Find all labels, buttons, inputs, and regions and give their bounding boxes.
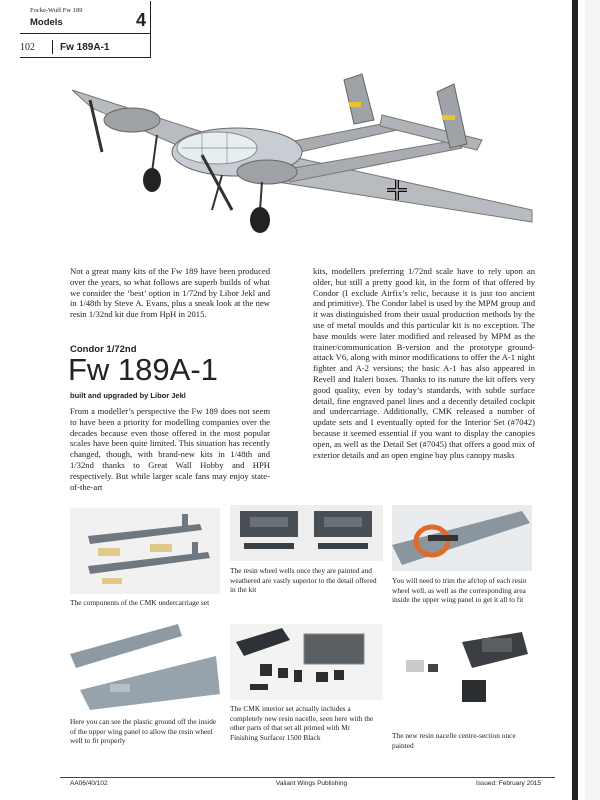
page-edge-light xyxy=(585,0,600,800)
caption-resin-wheel-wells: The resin wheel wells once they are painted and weathered are vastly superior to the detail offered in the kit xyxy=(230,566,377,595)
header-bottom-rule xyxy=(20,57,151,58)
footer-issue-date: Issued: February 2015 xyxy=(476,780,542,787)
footer-reference: AA06/40/102 xyxy=(70,780,108,787)
header-divider xyxy=(20,33,150,34)
kit-scale-heading: Condor 1/72nd xyxy=(70,344,137,355)
hero-aircraft-photo xyxy=(62,60,552,245)
caption-resin-nacelle-painted: The new resin nacelle centre-section once painted xyxy=(392,731,516,750)
header-vertical-rule xyxy=(150,1,151,58)
photo-resin-nacelle-painted xyxy=(392,624,532,720)
intro-paragraph: Not a great many kits of the Fw 189 have been produced over the years, so what follows are superb builds of what we consider the ‘best’ option in 1/72nd by Libor Jekl and in 1/48th by Steve A. Evans, plus a sneak look at the new resin 1/32nd kit due from HpH in 2015. xyxy=(70,266,270,320)
kit-name-heading: Fw 189A-1 xyxy=(68,352,218,387)
page-number-separator xyxy=(52,40,53,54)
caption-trim-wheel-well: You will need to trim the aft/top of each resin wheel well, as well as the corresponding area inside the upper wing panel to get it all to fit xyxy=(392,576,527,605)
footer-publisher: Valiant Wings Publishing xyxy=(276,780,348,787)
photo-trim-wheel-well xyxy=(392,505,532,571)
photo-undercarriage-set xyxy=(70,508,220,594)
left-column-text: From a modeller’s perspective the Fw 189 does not seem to have been a priority for modelling companies over the decades because even those offered in the most popular scales have been quite limited. This situation has recently changed, though, with brand-new kits in 1/48th and 1/32nd thanks to Great Wall Hobby and HPH respectively. But while larger scale fans may enjoy state-of-the-art xyxy=(70,406,270,492)
section-title: Models xyxy=(30,17,63,28)
caption-cmk-interior-set: The CMK interior set actually includes a completely new resin nacelle, seen here with the other parts of that set all primed with Mr Finishing Surfacer 1500 Black xyxy=(230,704,374,742)
caption-undercarriage-set: The components of the CMK undercarriage set xyxy=(70,598,210,607)
series-title: Focke-Wulf Fw 189 xyxy=(30,7,83,14)
chapter-number: 4 xyxy=(136,10,147,30)
caption-upper-wing-panel: Here you can see the plastic ground off the inside of the upper wing panel to allow the resin wheel well to fit properly xyxy=(70,717,217,746)
page-number: 102 xyxy=(20,42,35,53)
model-title: Fw 189A-1 xyxy=(60,42,110,53)
right-column-text: kits, modellers preferring 1/72nd scale have to rely upon an older, but still a pretty good kit, in the form of that offered by Condor (I exclude Airfix’s relic, because it is just too ancient and primitive). The Condor label is used by the MPM group and it was distinguished from their usual production methods by the use of metal moulds and this particular kit is no exception. The base moulds were later modified and released by MPM as the trainer/communication B-version and the prototype ground-attack V6, along with minor modifications to offer the A-1 night fighter and A-2 versions; the basic A-1 has also appeared in Revell and Italeri boxes. Thanks to its nature the kit offers very good quality, even by today’s standards, with subtle surface detail, fine engraved panel lines and a decently detailed cockpit and undercarriage. Additionally, CMK released a number of update sets and I eventually opted for the Interior Set (#7042) because it seemed essential if you want to display the canopies open, as well as the Detail Set (#7045) that offers a good mix of exterior details and an open engine bay plus canopy masks xyxy=(313,266,535,460)
kit-credit: built and upgraded by Libor Jekl xyxy=(70,391,186,400)
page-edge-dark xyxy=(572,0,578,800)
footer-rule xyxy=(60,777,555,778)
photo-upper-wing-panel xyxy=(70,624,220,710)
photo-cmk-interior-set xyxy=(230,624,383,700)
photo-resin-wheel-wells xyxy=(230,505,383,561)
